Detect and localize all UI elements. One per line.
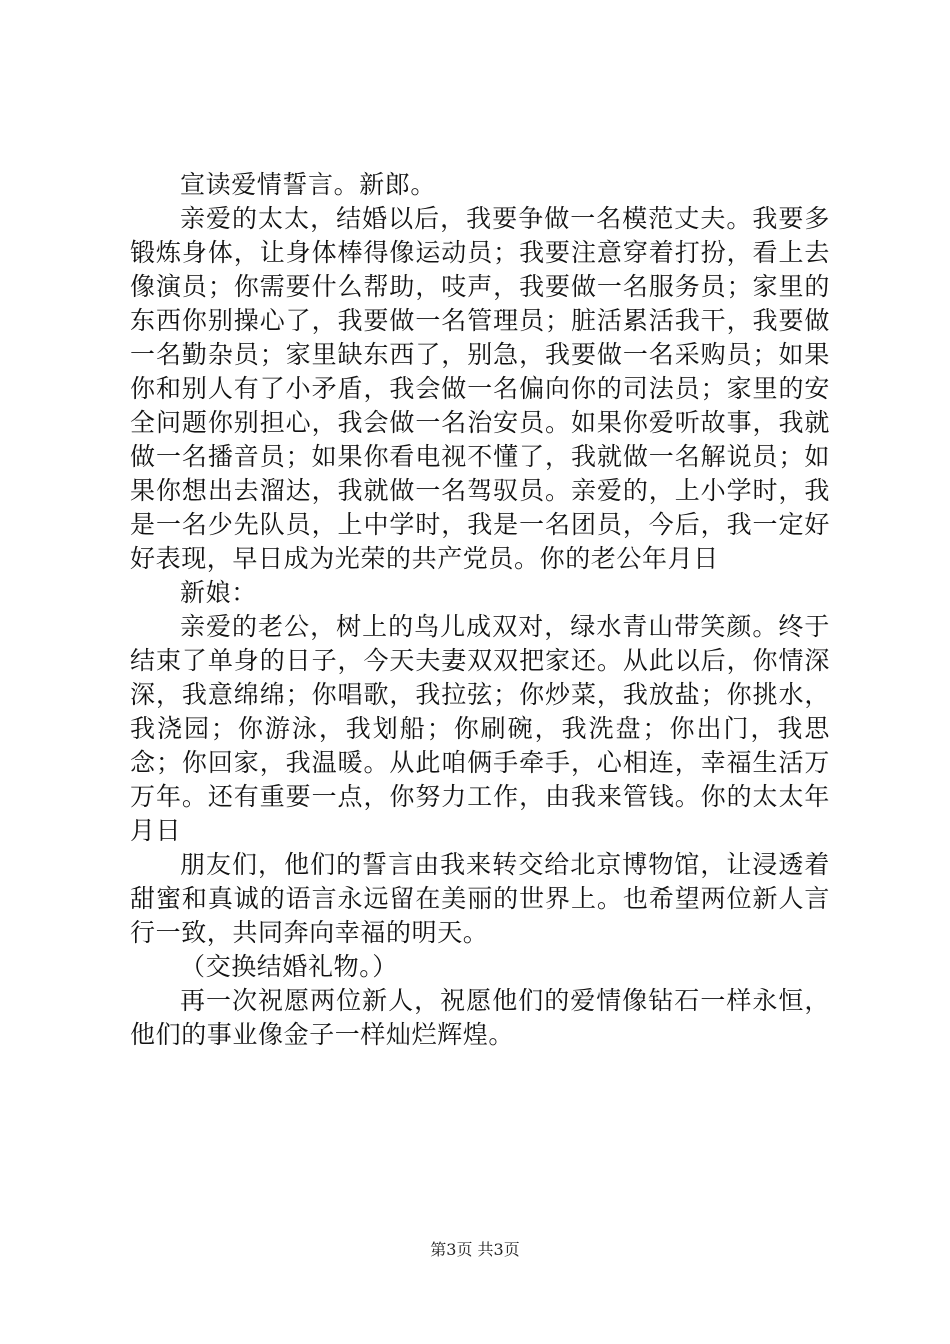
paragraph-groom-heading: 宣读爱情誓言。新郎。 [180, 170, 437, 199]
document-body [130, 168, 830, 1052]
paragraph-groom-vow: 亲爱的太太，结婚以后，我要争做一名模范丈夫。我要多锻炼身体，让身体棒得像运动员；我要注意穿着打扮，看上去像演员；你需要什么帮助，吱声，我要做一名服务员；家里的东西你别操心了，我要做一名管理员；脏活累活我干，我要做一名勤杂员；家里缺东西了，别急，我要做一名采购员；如果你和别人有了小矛盾，我会做一名偏向你的司法员；家里的安全问题你别担心，我会做一名治安员。如果你爱听故事，我就做一名播音员；如果你看电视不懂了，我就做一名解说员；如果你想出去溜达，我就做一名驾驭员。亲爱的，上小学时，我是一名少先队员，上中学时，我是一名团员，今后，我一定好好表现，早日成为光荣的共产党员。你的老公年月日 [130, 204, 830, 573]
paragraph-bride-vow: 亲爱的老公，树上的鸟儿成双对，绿水青山带笑颜。终于结束了单身的日子，今天夫妻双双把家还。从此以后，你情深深，我意绵绵；你唱歌，我拉弦；你炒菜，我放盐；你挑水，我浇园；你游泳，我划船；你刷碗，我洗盘；你出门，我思念；你回家，我温暖。从此咱俩手牵手，心相连，幸福生活万万年。还有重要一点，你努力工作，由我来管钱。你的太太年月日 [130, 612, 830, 845]
paragraph-gift-exchange: （交换结婚礼物。） [180, 952, 398, 981]
paragraph-host-remark: 朋友们，他们的誓言由我来转交给北京博物馆，让浸透着甜蜜和真诚的语言永远留在美丽的世界上。也希望两位新人言行一致，共同奔向幸福的明天。 [130, 850, 830, 947]
paragraph-closing-blessing: 再一次祝愿两位新人，祝愿他们的爱情像钻石一样永恒，他们的事业像金子一样灿烂辉煌。 [130, 986, 830, 1049]
page-number-footer: 第3页 共3页 [430, 1240, 520, 1259]
paragraph-bride-heading: 新娘： [180, 578, 257, 607]
